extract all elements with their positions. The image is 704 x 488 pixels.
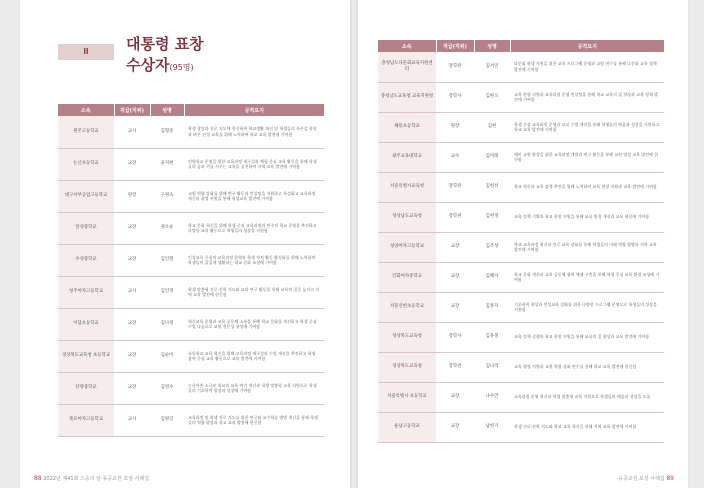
row-org: 충청남도다문화교육지원센터: [378, 52, 436, 82]
chapter-badge: [58, 44, 114, 60]
table-row: [378, 412, 664, 442]
row-rank: 장학관: [436, 352, 474, 382]
row-rank: 교장: [436, 382, 474, 412]
row-rank: 교장: [114, 244, 150, 276]
table-row: [378, 202, 664, 232]
row-name: 김형준: [150, 116, 184, 148]
header-org: 소속: [378, 40, 436, 52]
row-name: 김서연: [474, 52, 510, 82]
row-name: 김순미: [150, 340, 184, 372]
row-desc: 초등학교 교육 혁신을 위해 교육과정 재구성과 수업 개선을 추진하고 학생 참여 중심 교육 활동으로 교육 발전에 기여함: [184, 340, 324, 372]
table-row: [378, 382, 664, 412]
row-rank: 장학관: [436, 52, 474, 82]
table-row: [58, 180, 324, 212]
row-org: 알성중학교: [58, 212, 114, 244]
row-name: 김주성: [474, 232, 510, 262]
row-name: 김홍자: [474, 292, 510, 322]
page-number-right: 89: [666, 475, 674, 482]
row-desc: 학생 맞춤형 진로·진학 지도와 교과 연구 활동을 통해 교육의 질을 높이고 지역 교육 발전에 헌신함: [184, 276, 324, 308]
chapter-badge-label: Ⅲ: [83, 47, 89, 56]
row-rank: 교장: [114, 340, 150, 372]
row-org: 목포여자고등학교: [58, 404, 114, 436]
header-rank: 직급(직위): [114, 104, 150, 116]
row-rank: 교사: [114, 116, 150, 148]
row-org: 수성중학교: [58, 244, 114, 276]
row-name: 김나리: [474, 352, 510, 382]
footer-left: [34, 475, 149, 482]
row-org: 서울특별시교육청: [378, 172, 436, 202]
row-rank: 장학사: [436, 82, 474, 112]
header-rank: 직급(직위): [436, 40, 474, 52]
table-row: [378, 112, 664, 142]
table-row: [378, 82, 664, 112]
row-desc: 교육 정책 실행과 학교 현장 지원을 통해 교육의 질 향상과 교육 발전에 기여함: [510, 322, 664, 352]
row-org: 인화여자중학교: [378, 262, 436, 292]
row-name: 김나정: [150, 308, 184, 340]
header-desc: 공적요지: [184, 104, 324, 116]
header-name: 성명: [474, 40, 510, 52]
row-desc: 학생 진로·진학 지도와 학교 교육 혁신을 통해 지역 교육 발전에 기여함: [510, 412, 664, 442]
row-org: 경상북도교육청: [378, 352, 436, 382]
row-desc: 교육 정책 기획과 학교 현장 지원을 통해 교육 환경 개선과 교육 혁신에 기여함: [510, 202, 664, 232]
table-header-row: [58, 104, 324, 116]
row-desc: 학교 교육과정 혁신과 진로 교육 강화를 통해 학생들의 미래 역량 함양과 지역 교육 발전에 기여함: [510, 232, 664, 262]
row-org: 이담초등학교: [58, 308, 114, 340]
row-desc: 인성교육 중심의 교육과정 운영과 학생 자치 활동 활성화를 위해 노력하여 학생들이 즐겁게 생활하는 학교 문화 조성에 기여함: [184, 244, 324, 276]
table-row: [378, 232, 664, 262]
right-page: [358, 0, 688, 488]
row-rank: 교장: [436, 412, 474, 442]
row-name: 남헌기: [474, 412, 510, 442]
row-name: 김현정: [474, 202, 510, 232]
row-rank: 교사: [114, 404, 150, 436]
table-row: [378, 142, 664, 172]
row-name: 김한오: [474, 82, 510, 112]
row-org: 서울특별시 초등학교: [378, 382, 436, 412]
row-rank: 원장: [436, 112, 474, 142]
row-org: 충청남도교육청 교육지원청: [378, 82, 436, 112]
row-rank: 장학사: [436, 322, 474, 352]
row-org: 서울신현초등학교: [378, 292, 436, 322]
table-header-row: [378, 40, 664, 52]
row-name: 구정숙: [150, 180, 184, 212]
row-desc: 학교 문화 혁신을 위해 학생 중심 교육과정과 민주적 학교 운영을 추진하고 다양한 교육 활동으로 학생들의 성장을 지원함: [184, 212, 324, 244]
table-row: [378, 172, 664, 202]
title-line2: [126, 54, 276, 79]
row-org: 원주고등학교: [58, 116, 114, 148]
page-number-left: 88: [34, 475, 42, 482]
row-desc: 학생 중심 교육과정 운영과 교실 수업 개선을 통해 학생들의 배움과 성장을 지원하고 학교 교육 발전에 기여함: [510, 112, 664, 142]
header-name: 성명: [150, 104, 184, 116]
row-rank: 장학관: [436, 172, 474, 202]
row-desc: 교육 현장 지원과 교육과정 운영 컨설팅을 통해 학교 교육의 질 향상과 교육 정책 발전에 기여함: [510, 82, 664, 112]
row-org: 경상북도교육청 초등학교: [58, 340, 114, 372]
row-rank: 교장: [114, 308, 150, 340]
table-row: [58, 212, 324, 244]
row-desc: 학교 문화 개선과 교육 공동체 협력 체제 구축을 통해 학생 중심 교육 환경 조성에 기여함: [510, 262, 664, 292]
row-rank: 원장: [114, 180, 150, 212]
title-line1: 대통령 표창: [126, 35, 204, 53]
row-name: 김혜자: [474, 262, 510, 292]
row-name: 권오순: [150, 212, 184, 244]
row-desc: 교원 역량 강화를 위해 연구 활동과 컨설팅을 지원하고 특성화고 교육과정 혁신과 취업 지원을 통해 직업교육 발전에 기여함: [184, 180, 324, 212]
table-row: [58, 116, 324, 148]
row-org: 경상북도교육청: [378, 322, 436, 352]
page-title: [126, 34, 276, 79]
header-desc: 공적요지: [510, 40, 664, 52]
table-row: [58, 404, 324, 436]
table-row: [58, 308, 324, 340]
row-rank: 교장: [436, 262, 474, 292]
table-row: [58, 340, 324, 372]
row-rank: 교장: [436, 292, 474, 322]
row-org: 광주교육대학교: [378, 142, 436, 172]
row-desc: 예비 교원 양성을 위한 교육과정 개발과 연구 활동을 통해 교원 양성 교육 발전에 헌신함: [510, 142, 664, 172]
row-desc: 학교 혁신과 교육 정책 추진을 위해 노력하여 교육 현장 지원과 교육 발전에 기여함: [510, 172, 664, 202]
row-desc: 전원학교 운영을 위한 교육과정 재구성과 체험 중심 교육 활동을 통해 학생들의 꿈과 끼를 키우는 교육을 실천하여 지역 교육 발전에 기여함: [184, 148, 324, 180]
footer-right: [618, 475, 674, 482]
row-org: 논산초등학교: [58, 148, 114, 180]
awardees-table-right: [378, 40, 664, 443]
row-desc: 혁신교육 운영과 교육 공동체 소통을 통해 학교 문화를 개선하고 학생 중심 수업 나눔으로 교원 전문성 향상에 기여함: [184, 308, 324, 340]
awardees-table-left: [58, 104, 324, 437]
title-count: (95명): [169, 63, 194, 72]
row-name: 김현선: [474, 172, 510, 202]
row-name: 김미래: [474, 142, 510, 172]
row-desc: 다문화 학생 지원을 위한 교육 프로그램 운영과 교원 연수를 통해 다문화 교육 정책 발전에 기여함: [510, 52, 664, 82]
row-desc: 학생 상담과 진로 지도에 헌신하며 학교생활 개선 및 학생들의 자존감 향상과 바른 인성 교육을 위해 노력하여 학교 교육 발전에 기여함: [184, 116, 324, 148]
row-rank: 교장: [436, 232, 474, 262]
row-org: 대구서부공업고등학교: [58, 180, 114, 212]
row-org: 청양여자고등학교: [378, 232, 436, 262]
left-page: [20, 0, 350, 488]
table-row: [58, 276, 324, 308]
row-rank: 교장: [114, 148, 150, 180]
row-desc: 기초학력 향상과 인성교육 강화를 위한 다양한 프로그램 운영으로 학생들의 성장을 지원함: [510, 292, 664, 322]
table-row: [378, 352, 664, 382]
row-rank: 교사: [114, 276, 150, 308]
row-name: 김홍철: [474, 322, 510, 352]
footer-text-left: 2022년 제41회 스승의 날 유공교원 포상 사례집: [43, 476, 150, 482]
row-desc: 교육과정 및 학생 진로 지도를 위한 연구와 교수학습 방법 개선을 통해 학생들의 역량 향상과 학교 교육 발전에 헌신함: [184, 404, 324, 436]
row-name: 윤지현: [150, 148, 184, 180]
row-desc: 교육 행정 지원과 교원 역량 강화 연수를 통해 학교 교육 발전에 헌신함: [510, 352, 664, 382]
table-row: [378, 322, 664, 352]
row-desc: 교육과정 운영 혁신과 학생 맞춤형 교육 지원으로 학생들의 배움과 성장을 도움: [510, 382, 664, 412]
row-desc: 농산어촌 소규모 학교의 교육 여건 개선과 학생 맞춤형 교육 지원으로 학생들의 기초학력 향상과 성장에 기여함: [184, 372, 324, 404]
title-word: 수상자: [126, 56, 170, 74]
footer-text-right: 유공교원 포상 사례집: [618, 476, 665, 482]
row-name: 김인정: [150, 276, 184, 308]
table-row: [378, 52, 664, 82]
table-row: [58, 244, 324, 276]
row-rank: 교장: [114, 212, 150, 244]
row-name: 김인철: [150, 244, 184, 276]
row-rank: 교장: [114, 372, 150, 404]
row-org: 단양중학교: [58, 372, 114, 404]
header-org: 소속: [58, 104, 114, 116]
row-rank: 장학관: [436, 202, 474, 232]
row-org: 해룡초등학교: [378, 112, 436, 142]
row-name: 김영수: [150, 372, 184, 404]
row-org: 청주여자고등학교: [58, 276, 114, 308]
row-org: 운남고등학교: [378, 412, 436, 442]
table-row: [58, 372, 324, 404]
row-org: 경상남도교육청: [378, 202, 436, 232]
table-row: [378, 292, 664, 322]
row-name: 김현: [474, 112, 510, 142]
table-row: [58, 148, 324, 180]
row-name: 김원일: [150, 404, 184, 436]
row-rank: 교수: [436, 142, 474, 172]
row-name: 나수연: [474, 382, 510, 412]
table-row: [378, 262, 664, 292]
